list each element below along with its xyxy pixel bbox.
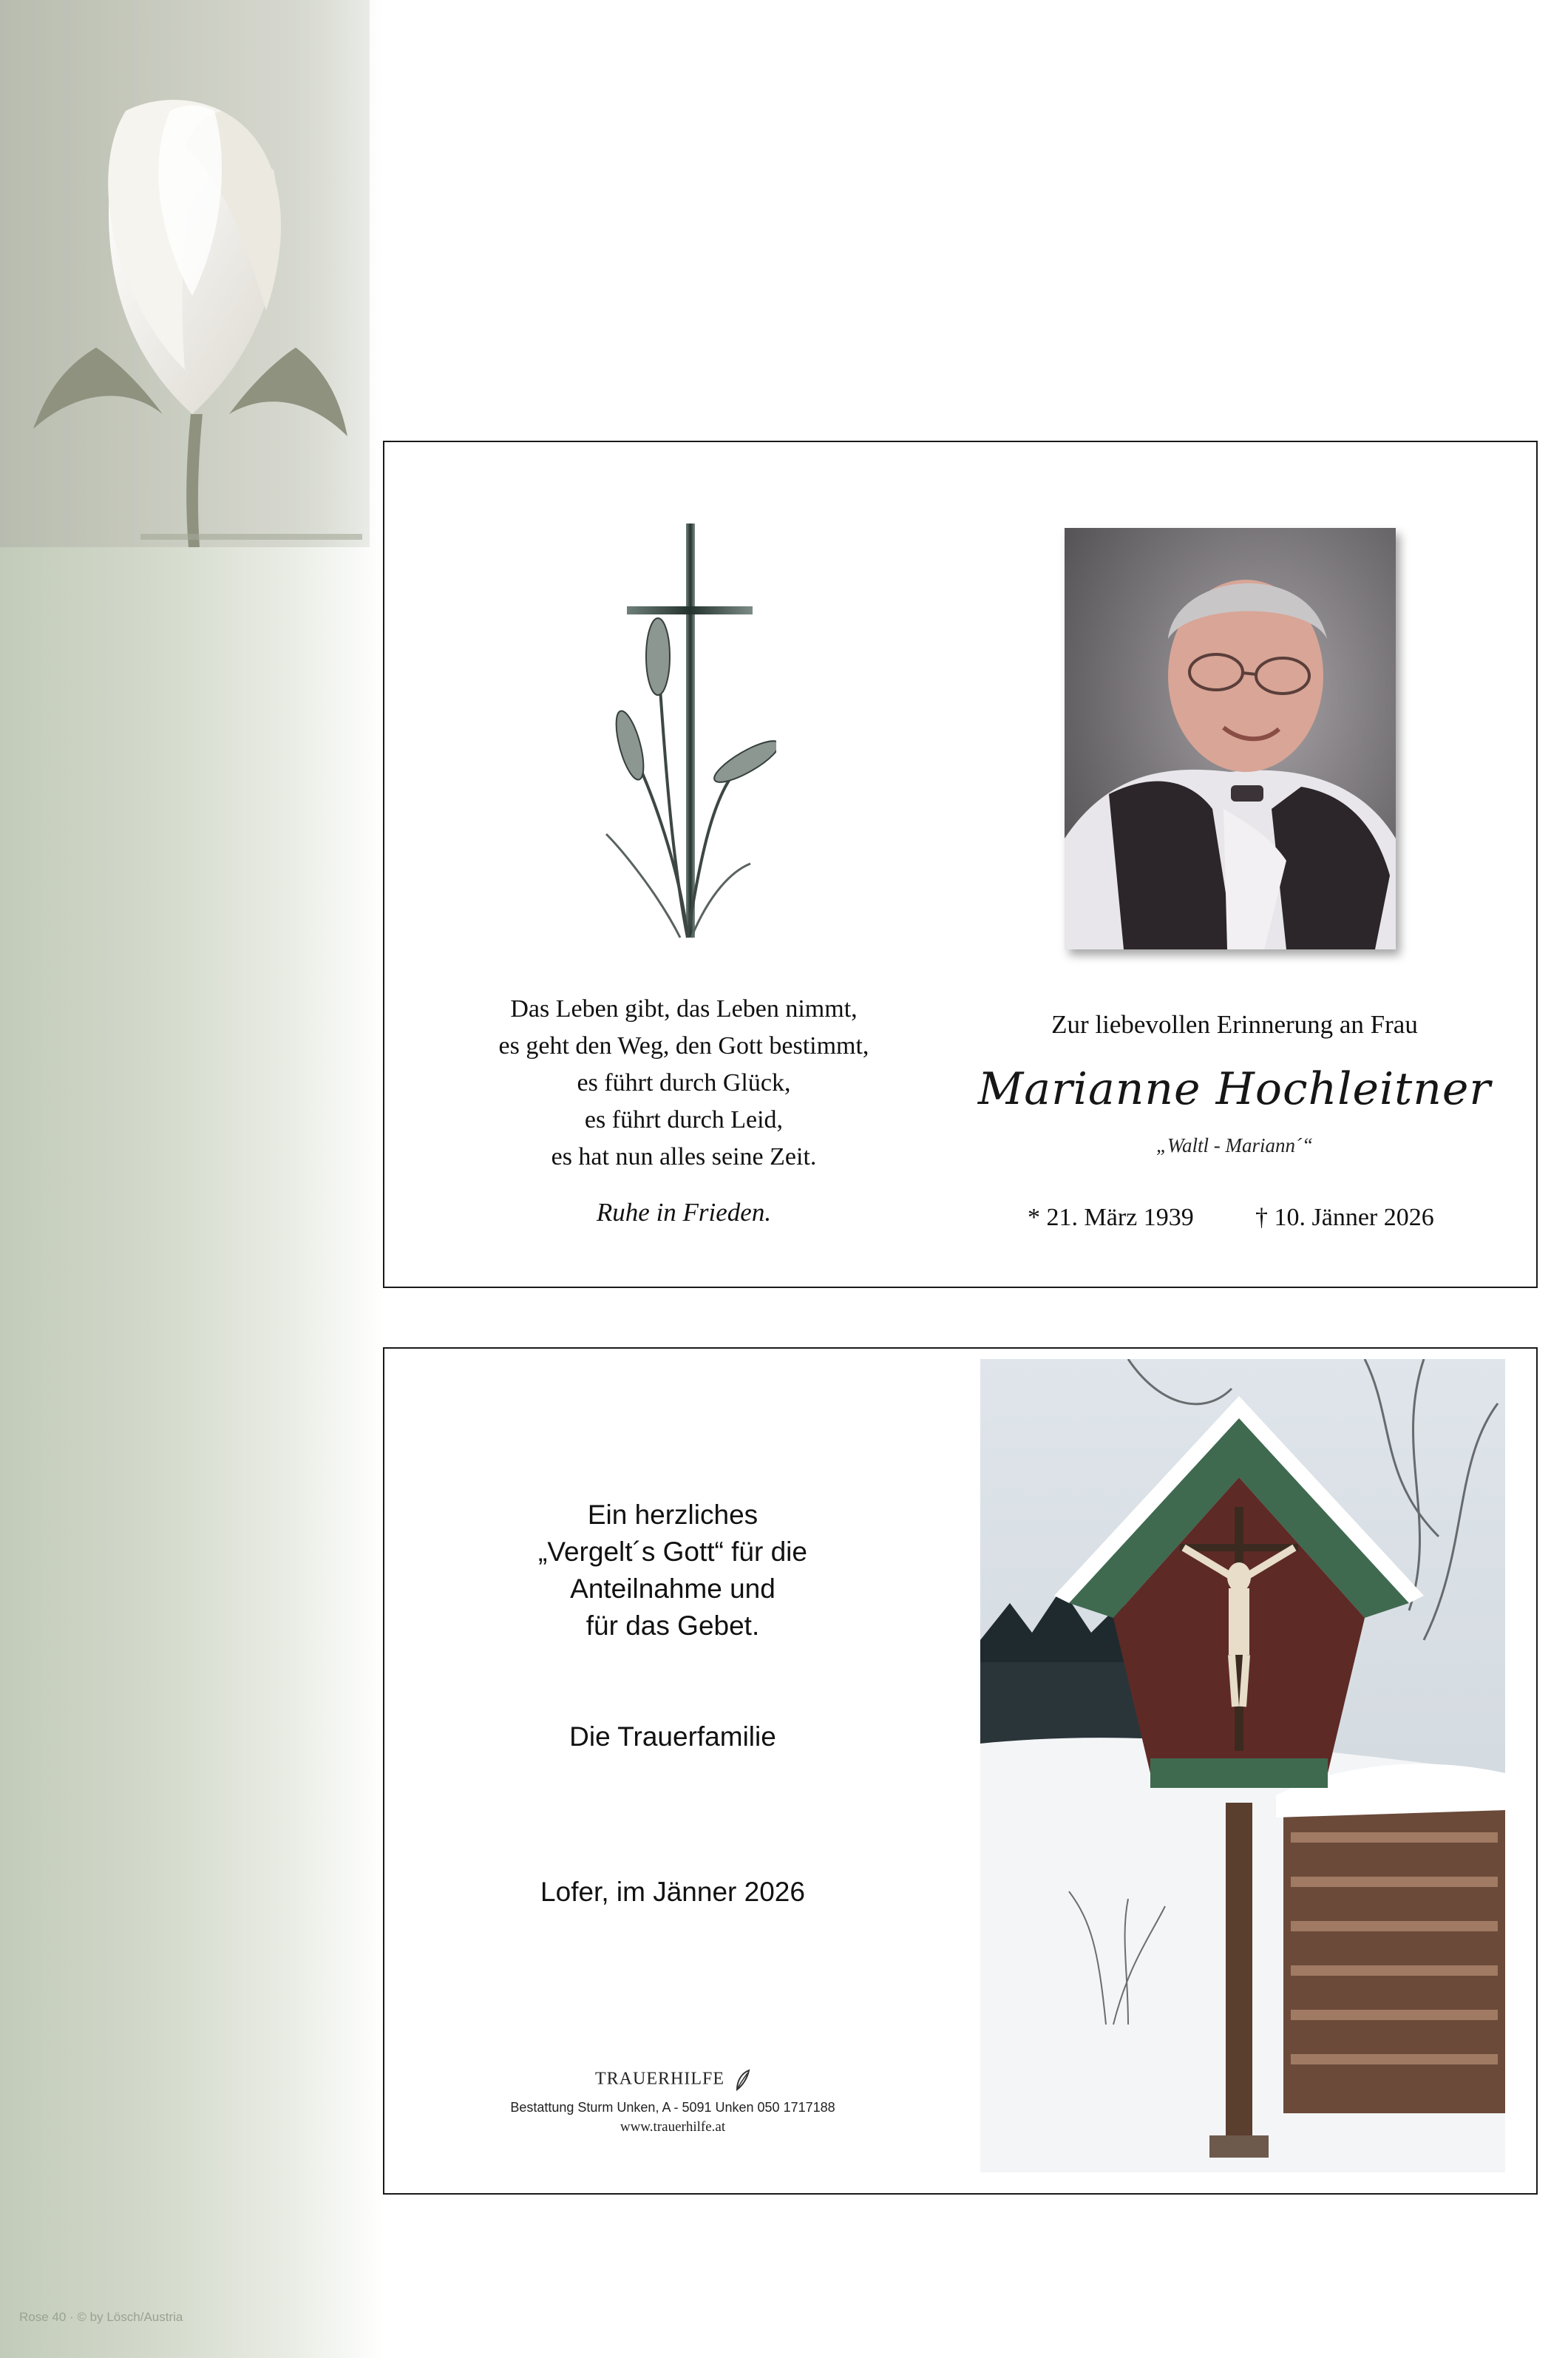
deceased-nickname: „Waltl - Mariann´“ [1155, 1134, 1314, 1156]
funeral-home-address: Bestattung Sturm Unken, A - 5091 Unken 050 1717188 [510, 2100, 835, 2115]
thanks-block [495, 1497, 850, 1644]
wayside-cross-photo [980, 1359, 1505, 2172]
poem-line: Das Leben gibt, das Leben nimmt, [510, 995, 858, 1023]
death-date: † 10. Jänner 2026 [1255, 1204, 1434, 1231]
memory-line: Zur liebevollen Erinnerung an Frau [1051, 1010, 1418, 1039]
memorial-card-back [383, 1347, 1538, 2195]
wayside-shrine-image-icon [980, 1359, 1505, 2172]
thanks-line: „Vergelt´s Gott“ für die [538, 1537, 807, 1567]
family-signature: Die Trauerfamilie [569, 1721, 776, 1752]
deceased-name: Marianne Hochleitner [977, 1063, 1492, 1115]
poem-line: es führt durch Leid, [584, 1106, 784, 1134]
leaf-icon [734, 2069, 750, 2091]
image-credit: Rose 40 · © by Lösch/Austria [19, 2310, 183, 2324]
logo-text: TRAUERHILFE [595, 2069, 724, 2089]
rest-in-peace: Ruhe in Frieden. [596, 1198, 772, 1227]
poem-line: es führt durch Glück, [577, 1069, 791, 1097]
poem-line: es geht den Weg, den Gott bestimmt, [498, 1032, 869, 1060]
poem-line: es hat nun alles seine Zeit. [551, 1143, 817, 1170]
thanks-line: Anteilnahme und [570, 1573, 775, 1604]
portrait-photo [1065, 528, 1396, 949]
birth-date: * 21. März 1939 [1028, 1204, 1194, 1231]
thanks-line: für das Gebet. [586, 1610, 760, 1641]
cross-with-wheat-icon [599, 524, 776, 952]
funeral-home-website: www.trauerhilfe.at [620, 2119, 726, 2135]
place-date: Lofer, im Jänner 2026 [540, 1877, 805, 1907]
white-rose-image [0, 0, 370, 547]
rose-icon [0, 0, 370, 547]
funeral-home-logo [473, 2069, 872, 2091]
portrait-image-icon [1065, 528, 1396, 949]
thanks-line: Ein herzliches [587, 1500, 758, 1530]
memorial-card-front [383, 441, 1538, 1288]
poem-block [451, 991, 917, 1176]
